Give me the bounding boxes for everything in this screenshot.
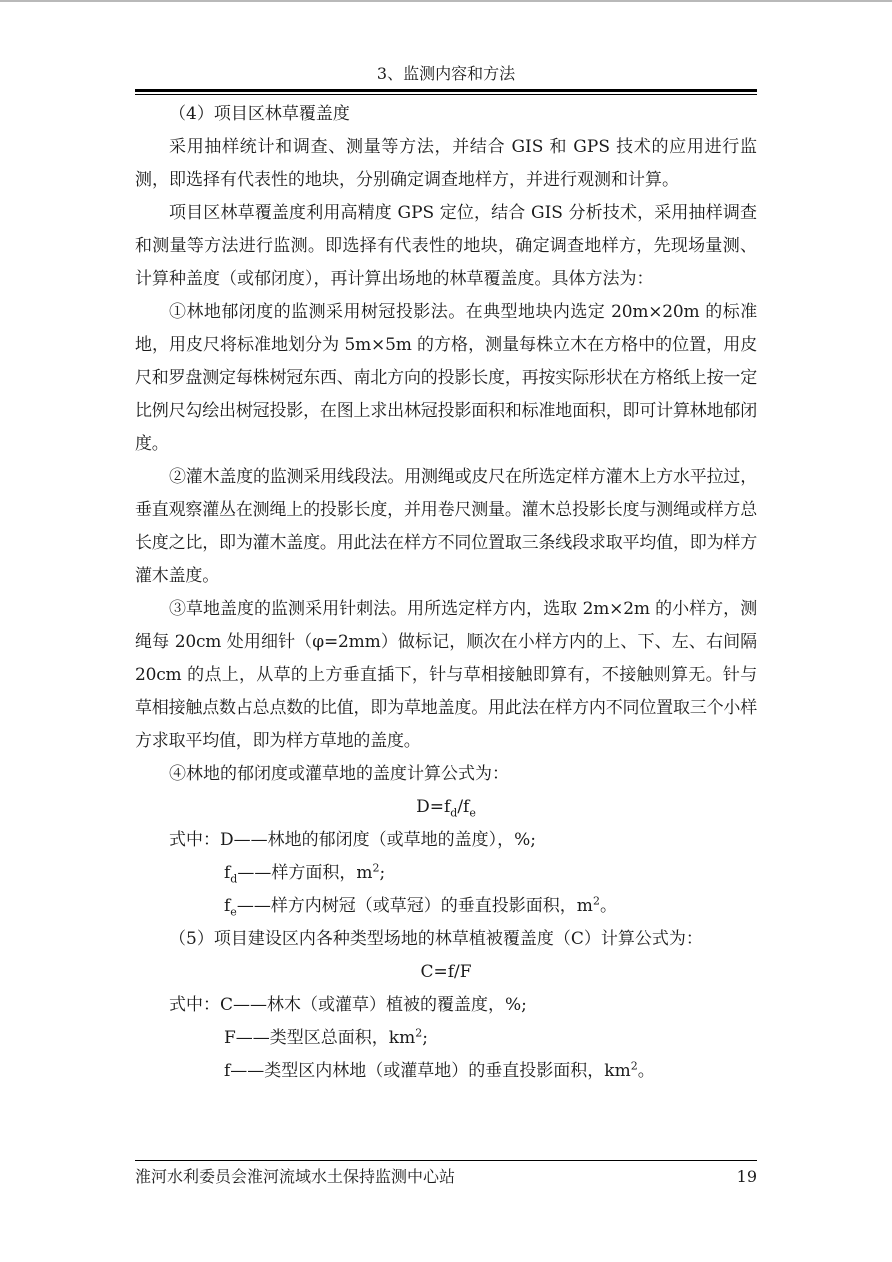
item-canopy-density: ①林地郁闭度的监测采用树冠投影法。在典型地块内选定 20m×20m 的标准地，用皮尺将标准地划分为 5m×5m 的方格，测量每株立木在方格中的位置，用皮尺和罗盘测定每株树冠东西、南北方向的投影长度，再按实际形状在方格纸上按一定比例尺勾绘出树冠投影，在图上求出林冠投影面积和标准地面积，即可计算林地郁闭度。: [135, 302, 757, 454]
where-line-F: F——类型区总面积，$km^2$;: [224, 1026, 428, 1048]
footer-organization: 淮河水利委员会淮河流域水土保持监测中心站: [135, 1167, 456, 1186]
footer-rule: [135, 1160, 757, 1161]
formula-canopy: $D=f_d/f_e$: [416, 797, 476, 820]
section-4-heading: （4）项目区林草覆盖度: [169, 104, 350, 124]
where-line-fe: $f_e——$样方内树冠（或草冠）的垂直投影面积，$m^2$。: [224, 894, 617, 919]
scan-top-edge: [0, 0, 892, 2]
page-body: [135, 98, 763, 1088]
where-line-fd: $f_d——$样方面积，$m^2$;: [224, 861, 386, 886]
page-number: 19: [736, 1167, 757, 1186]
item-shrub-coverage: ②灌木盖度的监测采用线段法。用测绳或皮尺在所选定样方灌木上方水平拉过，垂直观察灌丛在测绳上的投影长度，并用卷尺测量。灌木总投影长度与测绳或样方总长度之比，即为灌木盖度。用此法在样方不同位置取三条线段求取平均值，即为样方灌木盖度。: [135, 467, 757, 586]
where-line-f: f——类型区内林地（或灌草地）的垂直投影面积，$km^2$。: [224, 1059, 655, 1081]
item-grass-coverage: ③草地盖度的监测采用针刺法。用所选定样方内，选取 2m×2m 的小样方，测绳每 20cm 处用细针（φ=2mm）做标记，顺次在小样方内的上、下、左、右间隔 20cm 的点上，从草的上方垂直插下，针与草相接触即算有，不接触则算无。针与草相接触点数占总点数的比值，即为草地盖度。用此法在样方内不同位置取三个小样方求取平均值，即为样方草地的盖度。: [135, 599, 763, 751]
formula-coverage: C=f/F: [420, 962, 472, 982]
paragraph-gps-gis: 项目区林草覆盖度利用高精度 GPS 定位，结合 GIS 分析技术，采用抽样调查和测量等方法进行监测。即选择有代表性的地块，确定调查地样方，先现场量测、计算种盖度（或郁闭度），再计算出场地的林草覆盖度。具体方法为：: [135, 203, 757, 289]
where-line-c: 式中：C——林木（或灌草）植被的覆盖度，%;: [169, 995, 527, 1015]
header-rule-thick: [135, 89, 757, 92]
where-line-d: 式中：D——林地的郁闭度（或草地的盖度），%;: [169, 830, 537, 850]
paragraph-sampling-method: 采用抽样统计和调查、测量等方法，并结合 GIS 和 GPS 技术的应用进行监测，即选择有代表性的地块，分别确定调查地样方，并进行观测和计算。: [135, 137, 757, 190]
item-formula-intro: ④林地的郁闭度或灌草地的盖度计算公式为：: [169, 764, 509, 784]
running-header-title: 3、监测内容和方法: [376, 64, 516, 83]
section-5-heading: （5）项目建设区内各种类型场地的林草植被覆盖度（C）计算公式为：: [169, 929, 703, 949]
header-rule-thin: [135, 94, 757, 95]
